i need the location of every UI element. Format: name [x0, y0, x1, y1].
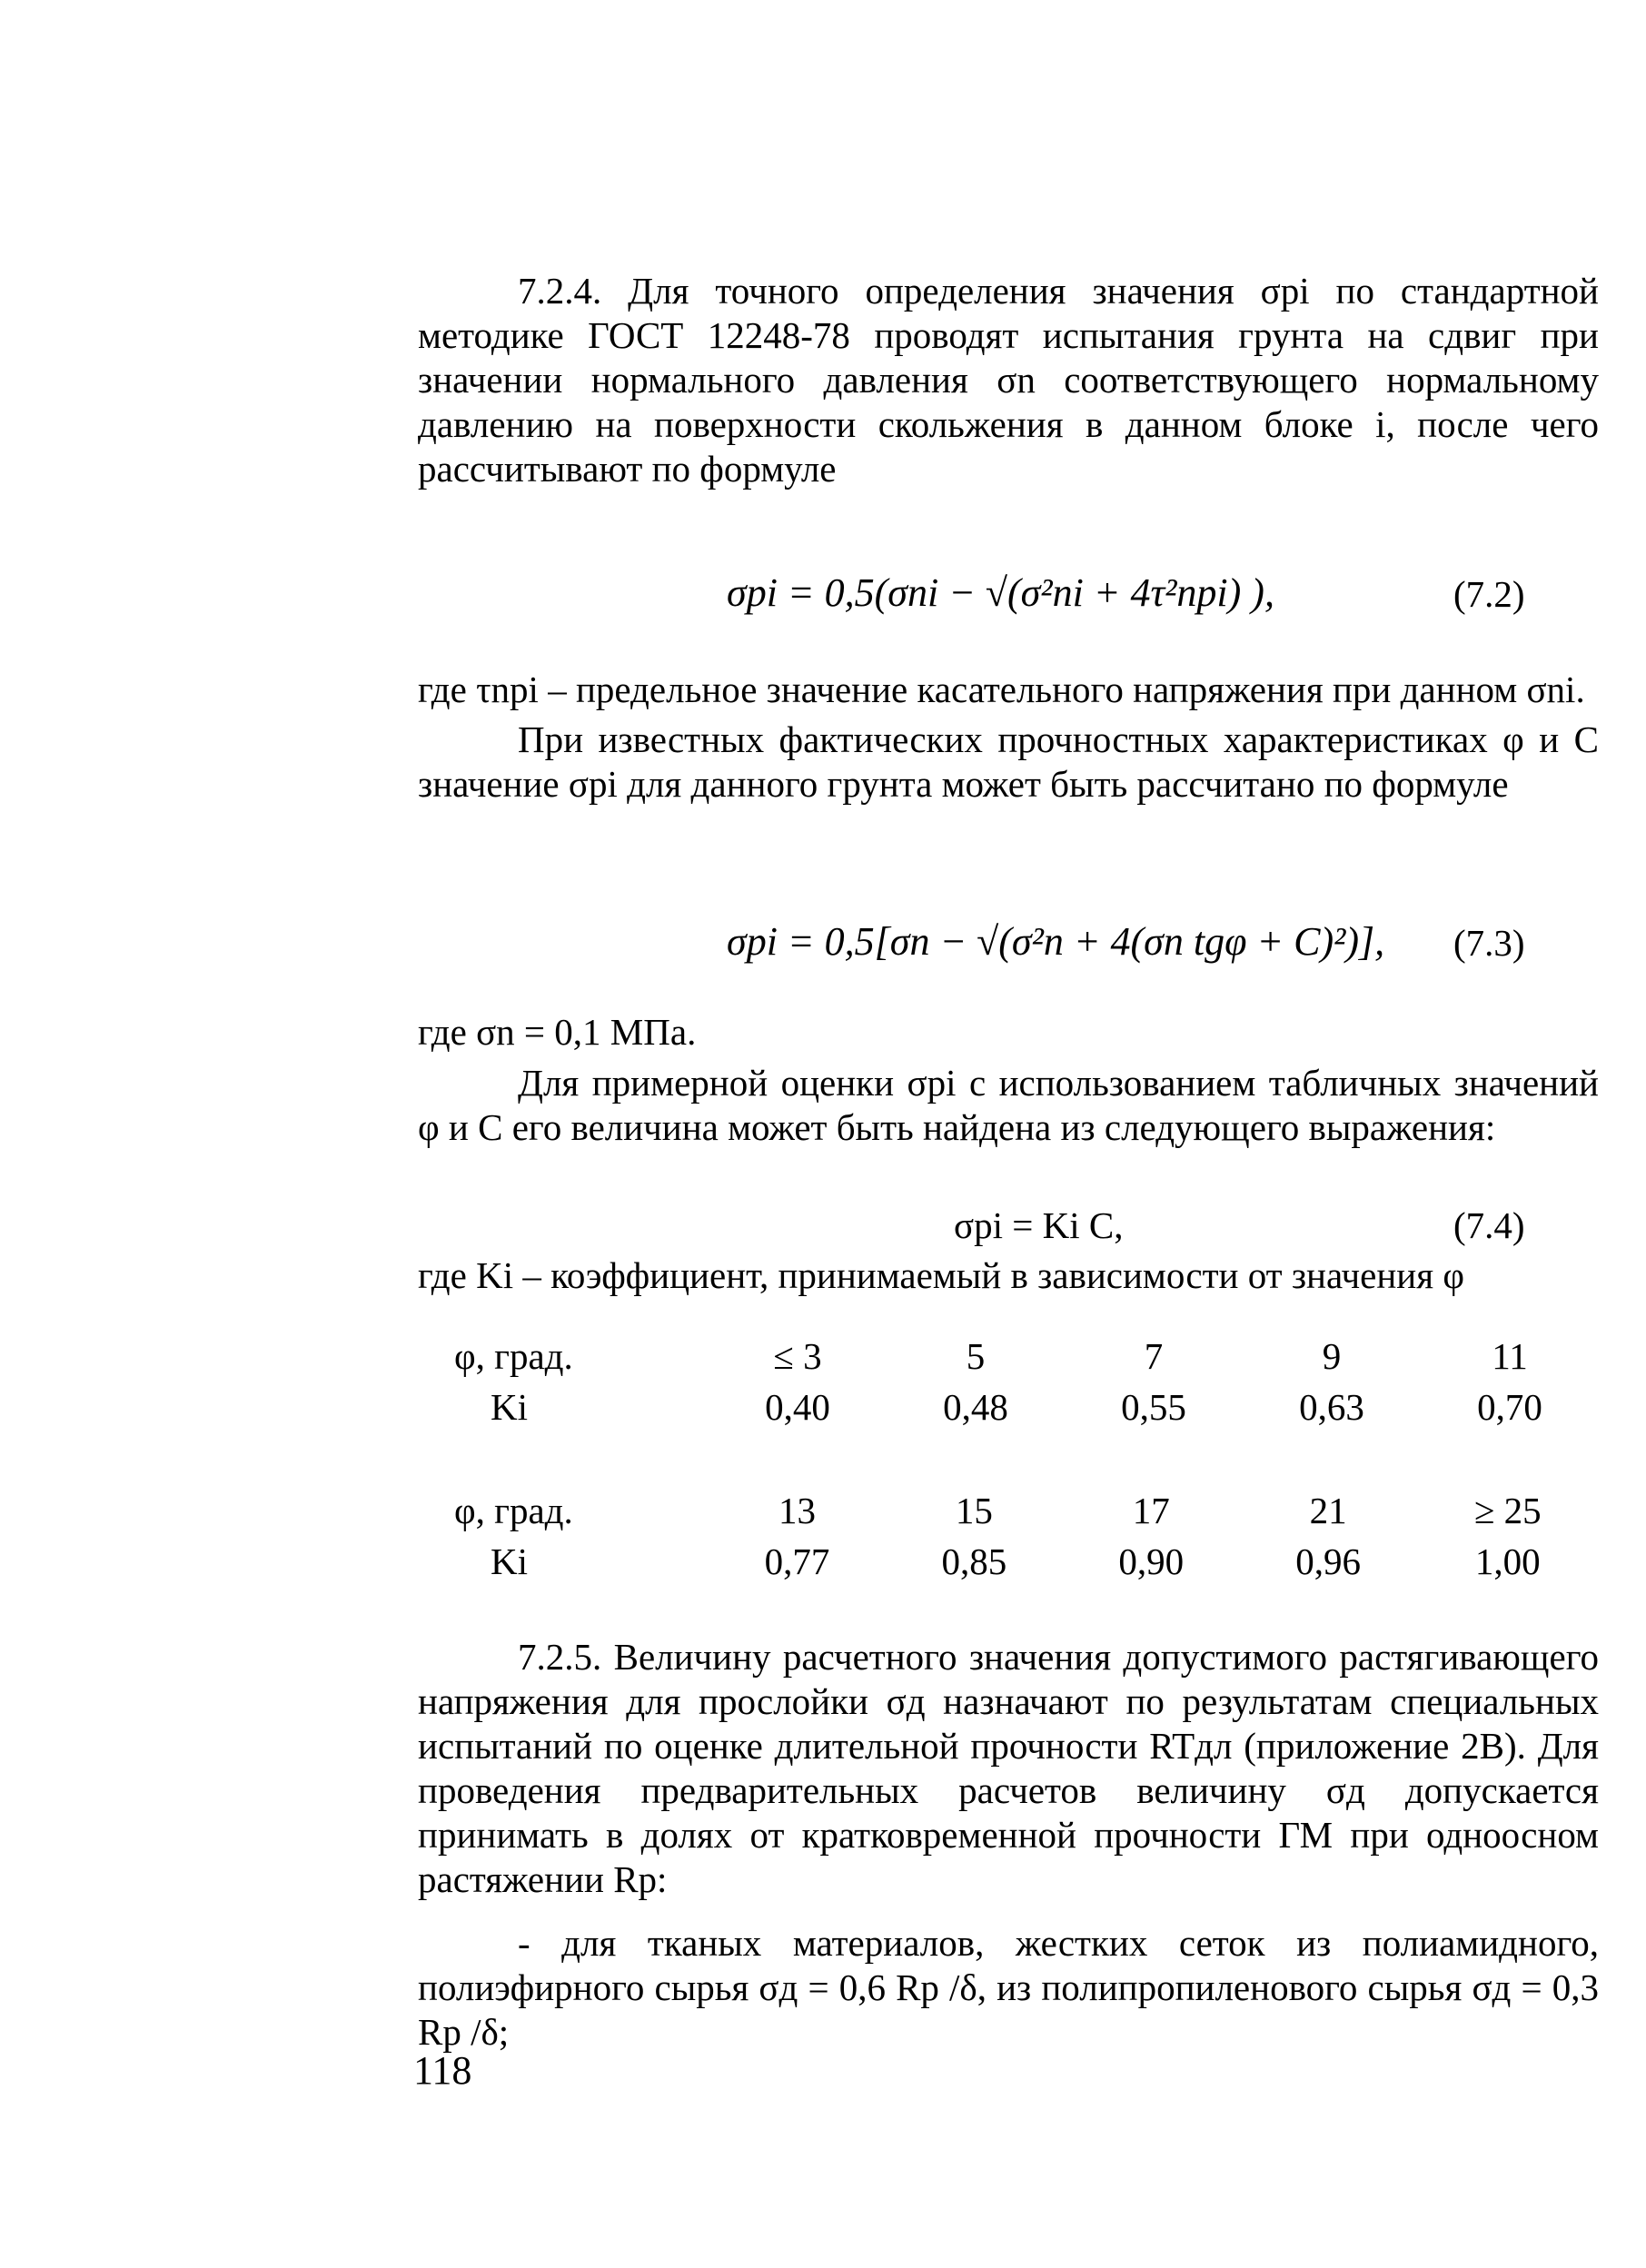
table-cell: 5: [966, 1334, 986, 1377]
table-cell: 0,85: [941, 1540, 1007, 1582]
paragraph-7-2-5: 7.2.5. Величину расчетного значения допустимого растягивающего напряжения для прослойки σд назначают по результатам специальных испытаний по оценке длительной прочности RTдл (приложение 2В). Для проведения предварительных расчетов величину σд допускается принимать в долях от кратковременной прочности ГМ при одноосном растяжении Rр:: [418, 1636, 1599, 1900]
table-row-header: Ki: [491, 1540, 528, 1582]
where-clause-7-4: где Ki – коэффициент, принимаемый в зависимости от значения φ: [418, 1254, 1464, 1296]
table-cell: 13: [778, 1489, 816, 1531]
table-row: [418, 1331, 1599, 1382]
table-row-header: φ, град.: [454, 1489, 573, 1531]
paragraph-7-2-4: 7.2.4. Для точного определения значения σpi по стандартной методике ГОСТ 12248-78 проводят испытания грунта на сдвиг при значении нормального давления σn соответствующего нормальному давлению на поверхности скольжения в данном блоке i, после чего рассчитывают по формуле: [418, 270, 1599, 490]
table-cell: 9: [1322, 1334, 1342, 1377]
equation-7-4: σpi = Ki C,: [954, 1204, 1124, 1246]
equation-7-2: σpi = 0,5(σni − √(σ²ni + 4τ²npi) ),: [727, 570, 1274, 615]
paragraph-known-characteristics: При известных фактических прочностных характеристиках φ и С значение σpi для данного грунта может быть рассчитано по формуле: [418, 718, 1599, 805]
equation-number-7-3: (7.3): [1453, 922, 1525, 964]
equation-7-3: σpi = 0,5[σn − √(σ²n + 4(σn tgφ + C)²)],: [727, 919, 1385, 964]
equation-number-7-2: (7.2): [1453, 573, 1525, 615]
table-row-header: Ki: [491, 1385, 528, 1428]
table-row: [418, 1485, 1599, 1536]
table-cell: 0,90: [1118, 1540, 1185, 1582]
table-cell: 0,63: [1299, 1385, 1364, 1428]
table-cell: 0,70: [1477, 1385, 1542, 1428]
where-clause-7-3: где σn = 0,1 МПа.: [418, 1011, 697, 1053]
table-cell: 0,48: [943, 1385, 1008, 1428]
table-cell: 0,77: [764, 1540, 830, 1582]
table-cell: 1,00: [1474, 1540, 1541, 1582]
paragraph-approximate-estimate: Для примерной оценки σpi с использованием табличных значений φ и С его величина может быть найдена из следующего выражения:: [418, 1062, 1599, 1148]
table-row: [418, 1382, 1599, 1432]
table-cell: 7: [1144, 1334, 1164, 1377]
table-cell: 0,40: [765, 1385, 830, 1428]
equation-number-7-4: (7.4): [1453, 1204, 1525, 1246]
paragraph-woven-materials: - для тканых материалов, жестких сеток из полиамидного, полиэфирного сырья σд = 0,6 Rр /δ, из полипропиленового сырья σд = 0,3 Rр /δ;: [418, 1922, 1599, 2053]
coefficient-table-1: [418, 1331, 1599, 1432]
page-number: 118: [413, 2048, 472, 2093]
table-cell: ≤ 3: [773, 1334, 822, 1377]
table-cell: 17: [1132, 1489, 1170, 1531]
table-cell: 15: [955, 1489, 993, 1531]
where-clause-7-2: где τnpi – предельное значение касательного напряжения при данном σni.: [418, 669, 1585, 710]
table-cell: ≥ 25: [1473, 1489, 1542, 1531]
coefficient-table-2: [418, 1485, 1599, 1587]
table-cell: 0,96: [1295, 1540, 1361, 1582]
table-row: [418, 1536, 1599, 1587]
table-row-header: φ, град.: [454, 1334, 573, 1377]
table-cell: 11: [1492, 1334, 1528, 1377]
table-cell: 0,55: [1121, 1385, 1186, 1428]
table-cell: 21: [1309, 1489, 1347, 1531]
